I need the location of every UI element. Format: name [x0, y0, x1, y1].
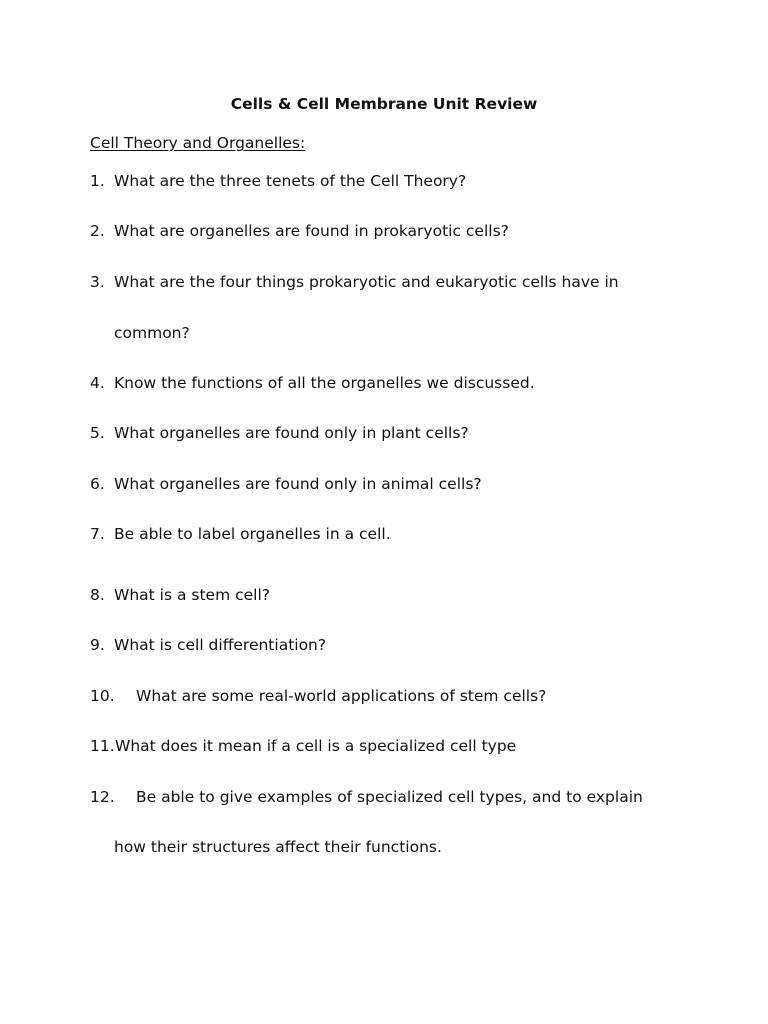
question-number: 11. [90, 737, 115, 755]
question-number: 8. [90, 586, 105, 604]
question-number: 7. [90, 525, 105, 543]
section-heading [90, 134, 305, 152]
question-number: 2. [90, 222, 105, 240]
question-number: 3. [90, 273, 105, 291]
question-6 [90, 475, 710, 493]
question-text: What are organelles are found in prokaryotic cells? [114, 222, 509, 240]
question-text: Be able to label organelles in a cell. [114, 525, 391, 543]
question-number: 4. [90, 374, 105, 392]
question-8 [90, 586, 710, 604]
question-7 [90, 525, 710, 543]
question-number: 10. [90, 687, 115, 705]
question-text: What organelles are found only in animal cells? [114, 475, 482, 493]
question-number: 12. [90, 788, 115, 806]
question-text: What does it mean if a cell is a specialized cell type [115, 737, 517, 755]
question-4 [90, 374, 710, 392]
question-12-continuation: how their structures affect their functions. [114, 838, 442, 856]
question-5 [90, 424, 710, 442]
question-number: 6. [90, 475, 105, 493]
question-text: Know the functions of all the organelles we discussed. [114, 374, 535, 392]
section-heading-colon: : [300, 134, 306, 152]
document-title: Cells & Cell Membrane Unit Review [230, 95, 538, 113]
question-text: What are the four things prokaryotic and eukaryotic cells have in [114, 273, 619, 291]
question-9 [90, 636, 710, 654]
question-text: What organelles are found only in plant cells? [114, 424, 469, 442]
question-11 [90, 737, 710, 755]
question-3-continuation: common? [114, 324, 190, 342]
question-text: What are some real-world applications of stem cells? [136, 687, 547, 705]
question-text: What are the three tenets of the Cell Theory? [114, 172, 467, 190]
question-3 [90, 273, 710, 291]
question-2 [90, 222, 710, 240]
question-12 [90, 788, 710, 806]
section-heading-text: Cell Theory and Organelles [90, 134, 300, 152]
question-text: Be able to give examples of specialized cell types, and to explain [136, 788, 643, 806]
question-number: 1. [90, 172, 105, 190]
question-text: What is a stem cell? [114, 586, 270, 604]
question-10 [90, 687, 710, 705]
question-number: 5. [90, 424, 105, 442]
question-text: What is cell differentiation? [114, 636, 327, 654]
question-1 [90, 172, 710, 190]
question-number: 9. [90, 636, 105, 654]
